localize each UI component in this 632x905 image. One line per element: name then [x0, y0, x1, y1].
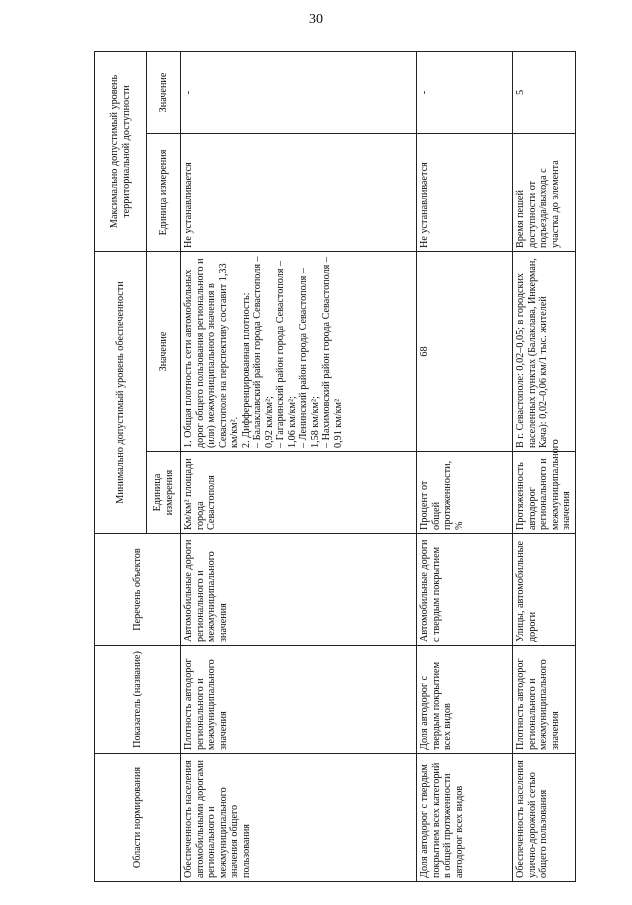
table-container — [94, 52, 573, 882]
table-row — [417, 51, 513, 881]
cell-max-value: - — [417, 51, 513, 133]
cell-max-unit: Не устанавливается — [181, 133, 417, 251]
cell-min-unit: Км/км² площади города Севастополя — [181, 452, 417, 534]
cell-min-value: 1. Общая плотность сети автомобильных дорог общего пользования регионального и (или) межмуниципального значения в Севастополе на перспективу составит 1,33 км/км². 2. Дифференцированная плотность: – Балаклавский район города Севастополя – 0,92 км/км²; – Гагаринский район города Севастополя – 1,06 км/км²; – Ленинский район города Севастополя – 1,58 км/км²; – Нахимовский район города Севастополя – 0,91 км/км² — [181, 251, 417, 451]
cell-objects: Автомобильные дороги регионального и межмуниципального значения — [181, 534, 417, 646]
cell-max-unit: Время пешей доступности от подъезда/выхода с участка до элемента — [513, 133, 576, 251]
header-min-value: Значение — [147, 251, 181, 451]
cell-max-value: 5 — [513, 51, 576, 133]
cell-area: Обеспеченность населения улично-дорожной сетью общего пользования — [513, 754, 576, 882]
header-min-group: Минимально допустимый уровень обеспеченности — [95, 251, 147, 533]
table-row — [513, 51, 576, 881]
header-max-value: Значение — [147, 51, 181, 133]
header-indicator: Показатель (название) — [95, 646, 181, 754]
cell-min-value: В г. Севастополе: 0,02–0,05; в городских населенных пунктах (Балаклава, Инкерман, Кача): 0,02–0,06 км/1 тыс. жителей — [513, 251, 576, 451]
cell-indicator: Доля автодорог с твердым покрытием всех видов — [417, 646, 513, 754]
header-objects: Перечень объектов — [95, 534, 181, 646]
cell-area: Доля автодорог с твердым покрытием всех категорий в общей протяженности автодорог всех видов — [417, 754, 513, 882]
cell-objects: Автомобильные дороги с твердым покрытием — [417, 534, 513, 646]
cell-max-unit: Не устанавливается — [417, 133, 513, 251]
page-number: 30 — [309, 12, 323, 27]
cell-indicator: Плотность автодорог регионального и межмуниципального значения — [513, 646, 576, 754]
cell-min-value: 68 — [417, 251, 513, 451]
norms-table — [94, 51, 576, 882]
cell-area: Обеспеченность населения автомобильными дорогами регионального и межмуниципального значения общего пользования — [181, 754, 417, 882]
cell-min-unit: Протяженность автодорог регионального и межмуниципального значения — [513, 452, 576, 534]
cell-max-value: - — [181, 51, 417, 133]
header-area: Области нормирования — [95, 754, 181, 882]
cell-min-unit: Процент от общей протяженности, % — [417, 452, 513, 534]
header-min-unit: Единица измерения — [147, 452, 181, 534]
header-max-group: Максимально допустимый уровень территориальной доступности — [95, 51, 147, 251]
cell-objects: Улицы, автомобильные дороги — [513, 534, 576, 646]
table-row — [181, 51, 417, 881]
header-max-unit: Единица измерения — [147, 133, 181, 251]
cell-indicator: Плотность автодорог регионального и межмуниципального значения — [181, 646, 417, 754]
